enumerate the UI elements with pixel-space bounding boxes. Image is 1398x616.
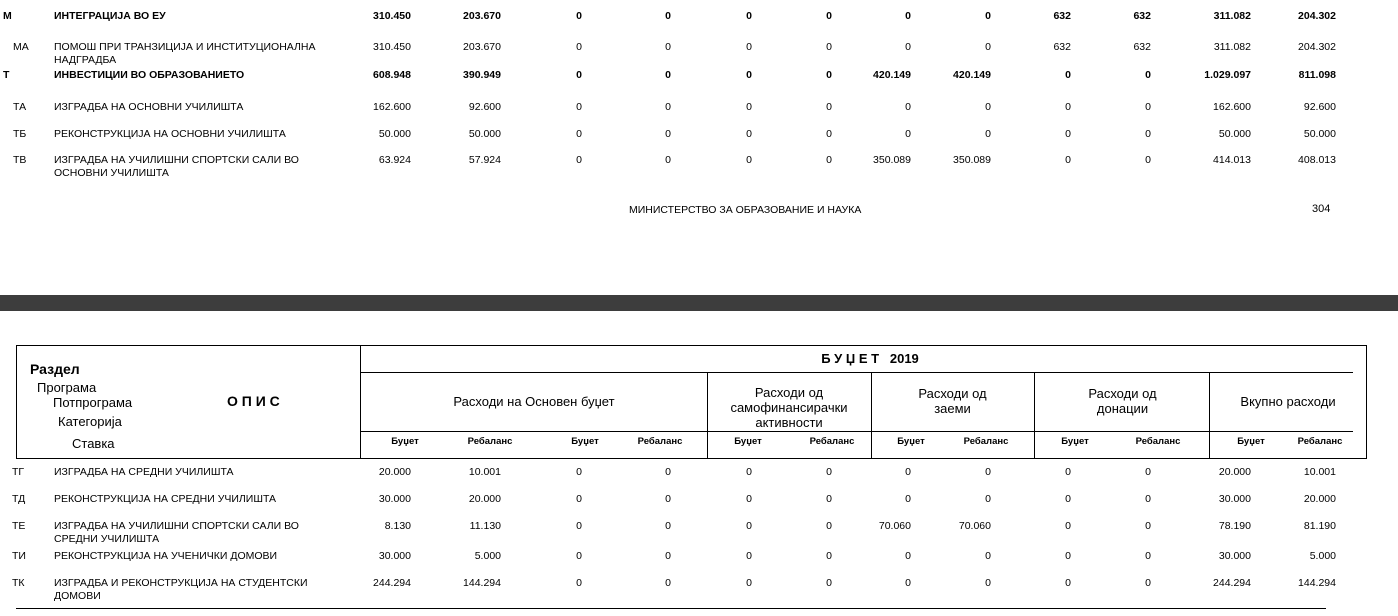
row-description: ИЗГРАДБА НА УЧИЛИШНИ СПОРТСКИ САЛИ ВО СРЕДНИ УЧИЛИШТА [54, 520, 299, 545]
row-value: 310.450 [373, 41, 411, 53]
row-value: 81.190 [1303, 520, 1336, 532]
row-value: 0 [746, 41, 752, 53]
page-separator [0, 295, 1398, 311]
row-value: 50.000 [1303, 128, 1336, 140]
row-value: 0 [826, 128, 832, 140]
row-value: 0 [826, 41, 832, 53]
row-value: 244.294 [1213, 577, 1251, 589]
row-code: ТВ [13, 154, 27, 166]
row-description: РЕКОНСТРУКЦИЈА НА СРЕДНИ УЧИЛИШТА [54, 493, 277, 505]
row-value: 50.000 [468, 128, 501, 140]
row-value: 0 [905, 550, 911, 562]
row-value: 414.013 [1213, 154, 1251, 166]
subheader-label: Ребаланс [809, 436, 855, 447]
row-value: 203.670 [463, 10, 501, 22]
row-value: 0 [1065, 128, 1071, 140]
row-value: 203.670 [463, 41, 501, 53]
row-code: Т [3, 69, 10, 81]
row-value: 0 [905, 10, 911, 22]
row-value: 0 [746, 466, 752, 478]
row-code: ТА [13, 101, 27, 113]
header-border-right [1366, 345, 1367, 459]
header-potprograma: Потпрограма [53, 395, 133, 410]
row-description: ИЗГРАДБА НА УЧИЛИШНИ СПОРТСКИ САЛИ ВО ОСНОВНИ УЧИЛИШТА [54, 154, 299, 179]
row-value: 0 [665, 10, 671, 22]
row-value: 632 [1133, 10, 1151, 22]
row-value: 311.082 [1213, 10, 1251, 22]
row-value: 632 [1053, 10, 1071, 22]
row-value: 390.949 [463, 69, 501, 81]
row-value: 0 [576, 101, 582, 113]
row-value: 0 [905, 466, 911, 478]
header-divider-4 [1209, 372, 1210, 459]
row-description: ИЗГРАДБА НА СРЕДНИ УЧИЛИШТА [54, 466, 234, 478]
row-value: 0 [826, 69, 832, 81]
row-value: 0 [1065, 577, 1071, 589]
row-value: 30.000 [378, 493, 411, 505]
row-value: 162.600 [373, 101, 411, 113]
header-sub-line [360, 431, 1353, 432]
row-value: 632 [1133, 41, 1151, 53]
row-value: 0 [826, 550, 832, 562]
row-value: 0 [746, 520, 752, 532]
row-value: 0 [1145, 101, 1151, 113]
row-value: 0 [1145, 466, 1151, 478]
row-value: 20.000 [468, 493, 501, 505]
header-budget-line [360, 372, 1353, 373]
row-value: 0 [905, 101, 911, 113]
row-value: 0 [665, 520, 671, 532]
row-value: 0 [1145, 69, 1151, 81]
row-value: 0 [985, 101, 991, 113]
row-value: 0 [905, 41, 911, 53]
row-value: 0 [576, 550, 582, 562]
row-value: 10.001 [468, 466, 501, 478]
subheader-label: Буџет [1237, 436, 1265, 447]
row-value: 0 [665, 41, 671, 53]
row-value: 63.924 [378, 154, 411, 166]
row-value: 5.000 [474, 550, 501, 562]
header-group-3: Расходи од заеми [918, 386, 987, 416]
row-value: 70.060 [878, 520, 911, 532]
row-value: 50.000 [378, 128, 411, 140]
row-value: 0 [1065, 493, 1071, 505]
row-value: 0 [576, 10, 582, 22]
row-value: 144.294 [463, 577, 501, 589]
row-description: РЕКОНСТРУКЦИЈА НА УЧЕНИЧКИ ДОМОВИ [54, 550, 278, 562]
row-value: 0 [1145, 128, 1151, 140]
row-value: 0 [985, 550, 991, 562]
row-value: 811.098 [1298, 69, 1336, 81]
row-code: ТД [12, 493, 26, 505]
row-value: 0 [826, 493, 832, 505]
row-value: 204.302 [1298, 41, 1336, 53]
subheader-label: Ребаланс [637, 436, 683, 447]
row-value: 0 [746, 69, 752, 81]
table-bottom-line [16, 608, 1326, 609]
row-value: 420.149 [873, 69, 911, 81]
row-value: 0 [746, 154, 752, 166]
footer-title: МИНИСТЕРСТВО ЗА ОБРАЗОВАНИЕ И НАУКА [629, 204, 862, 216]
row-description: ИЗГРАДБА НА ОСНОВНИ УЧИЛИШТА [54, 101, 244, 113]
row-value: 0 [665, 69, 671, 81]
row-value: 0 [665, 128, 671, 140]
row-value: 0 [826, 154, 832, 166]
row-description: ПОМОШ ПРИ ТРАНЗИЦИЈА И ИНСТИТУЦИОНАЛНА НАДГРАДБА [54, 41, 316, 66]
row-value: 0 [826, 577, 832, 589]
row-value: 0 [665, 101, 671, 113]
row-value: 0 [985, 41, 991, 53]
row-value: 0 [1145, 493, 1151, 505]
row-value: 0 [746, 577, 752, 589]
header-group-5: Вкупно расходи [1240, 394, 1336, 409]
row-value: 420.149 [953, 69, 991, 81]
row-code: ТГ [12, 466, 25, 478]
row-value: 0 [746, 10, 752, 22]
row-value: 0 [826, 10, 832, 22]
row-value: 0 [985, 577, 991, 589]
header-budget-title: Б У Џ Е Т 2019 [821, 351, 919, 366]
row-code: МА [13, 41, 29, 53]
row-value: 0 [576, 493, 582, 505]
row-value: 0 [746, 550, 752, 562]
row-code: ТИ [12, 550, 26, 562]
row-description: ИНТЕГРАЦИЈА ВО ЕУ [54, 10, 166, 22]
subheader-label: Ребаланс [1135, 436, 1181, 447]
header-razdel: Раздел [30, 361, 80, 377]
header-programa: Програма [37, 380, 97, 395]
header-border-top [16, 345, 1367, 346]
row-value: 92.600 [1303, 101, 1336, 113]
subheader-label: Буџет [1061, 436, 1089, 447]
row-value: 244.294 [373, 577, 411, 589]
row-value: 1.029.097 [1204, 69, 1251, 81]
row-value: 0 [576, 577, 582, 589]
row-value: 0 [985, 493, 991, 505]
row-value: 5.000 [1309, 550, 1336, 562]
row-value: 0 [826, 520, 832, 532]
header-group-4: Расходи од донации [1088, 386, 1157, 416]
row-value: 20.000 [1303, 493, 1336, 505]
row-value: 0 [826, 466, 832, 478]
row-value: 0 [1065, 69, 1071, 81]
row-value: 30.000 [378, 550, 411, 562]
row-value: 0 [1065, 154, 1071, 166]
row-value: 162.600 [1213, 101, 1251, 113]
row-value: 0 [1145, 520, 1151, 532]
row-value: 0 [746, 493, 752, 505]
row-value: 0 [665, 493, 671, 505]
row-value: 0 [576, 128, 582, 140]
row-value: 0 [1145, 550, 1151, 562]
row-value: 30.000 [1218, 550, 1251, 562]
header-opis: О П И С [227, 393, 280, 409]
row-value: 608.948 [373, 69, 411, 81]
row-value: 311.082 [1213, 41, 1251, 53]
row-value: 0 [576, 41, 582, 53]
row-value: 310.450 [373, 10, 411, 22]
subheader-label: Ребаланс [467, 436, 513, 447]
row-value: 0 [985, 466, 991, 478]
row-value: 0 [576, 466, 582, 478]
row-value: 8.130 [384, 520, 411, 532]
row-code: ТБ [13, 128, 27, 140]
row-value: 632 [1053, 41, 1071, 53]
row-value: 0 [576, 69, 582, 81]
header-group-2: Расходи од самофинансирачки активности [730, 385, 848, 430]
row-value: 0 [665, 550, 671, 562]
row-value: 92.600 [468, 101, 501, 113]
row-value: 0 [665, 154, 671, 166]
row-value: 204.302 [1298, 10, 1336, 22]
header-border-bottom [16, 458, 1367, 459]
row-value: 0 [665, 466, 671, 478]
row-value: 0 [1145, 577, 1151, 589]
row-value: 10.001 [1303, 466, 1336, 478]
row-value: 0 [826, 101, 832, 113]
subheader-label: Ребаланс [1297, 436, 1343, 447]
row-value: 144.294 [1298, 577, 1336, 589]
row-code: ТЕ [12, 520, 26, 532]
row-description: ИНВЕСТИЦИИ ВО ОБРАЗОВАНИЕТО [54, 69, 245, 81]
row-value: 0 [905, 577, 911, 589]
row-value: 0 [1065, 520, 1071, 532]
row-value: 408.013 [1298, 154, 1336, 166]
row-description: ИЗГРАДБА И РЕКОНСТРУКЦИЈА НА СТУДЕНТСКИ ДОМОВИ [54, 577, 308, 602]
row-value: 0 [1065, 101, 1071, 113]
row-value: 0 [985, 128, 991, 140]
row-value: 70.060 [958, 520, 991, 532]
row-value: 0 [1065, 466, 1071, 478]
subheader-label: Ребаланс [963, 436, 1009, 447]
row-value: 350.089 [953, 154, 991, 166]
row-value: 0 [746, 101, 752, 113]
row-value: 0 [905, 128, 911, 140]
row-description: РЕКОНСТРУКЦИЈА НА ОСНОВНИ УЧИЛИШТА [54, 128, 286, 140]
subheader-label: Буџет [571, 436, 599, 447]
row-code: ТК [12, 577, 25, 589]
row-value: 11.130 [469, 520, 501, 532]
subheader-label: Буџет [734, 436, 762, 447]
row-value: 20.000 [1218, 466, 1251, 478]
row-value: 20.000 [378, 466, 411, 478]
row-code: М [3, 10, 12, 22]
row-value: 0 [985, 10, 991, 22]
row-value: 57.924 [468, 154, 501, 166]
header-group-1: Расходи на Основен буџет [453, 394, 615, 409]
header-stavka: Ставка [72, 436, 115, 451]
row-value: 78.190 [1218, 520, 1251, 532]
subheader-label: Буџет [897, 436, 925, 447]
page-number: 304 [1312, 203, 1331, 215]
header-kategorija: Категорија [58, 414, 122, 429]
row-value: 0 [905, 493, 911, 505]
row-value: 0 [576, 154, 582, 166]
row-value: 0 [1065, 550, 1071, 562]
row-value: 0 [576, 520, 582, 532]
subheader-label: Буџет [391, 436, 419, 447]
header-border-left [16, 345, 17, 459]
row-value: 30.000 [1218, 493, 1251, 505]
row-value: 350.089 [873, 154, 911, 166]
row-value: 0 [746, 128, 752, 140]
row-value: 0 [665, 577, 671, 589]
row-value: 50.000 [1218, 128, 1251, 140]
row-value: 0 [1145, 154, 1151, 166]
